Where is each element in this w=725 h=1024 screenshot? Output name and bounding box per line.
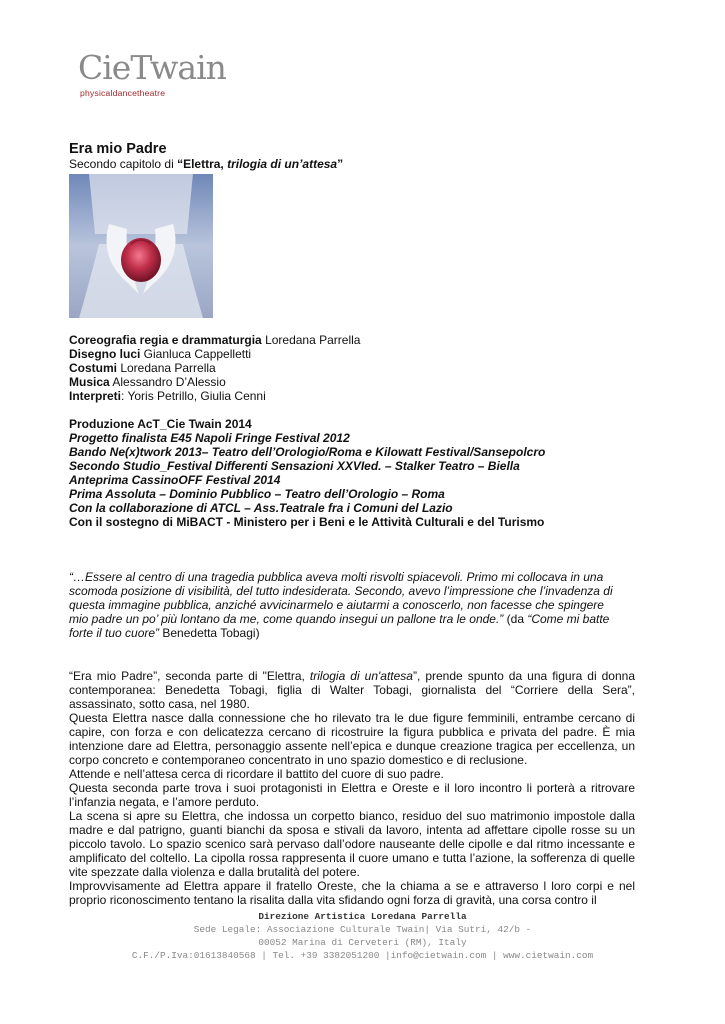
production-line: Anteprima CassinoOFF Festival 2014 bbox=[69, 473, 281, 487]
production-line: Bando Ne(x)twork 2013– Teatro dell’Orologio/Roma e Kilowatt Festival/Sansepolcro bbox=[69, 445, 546, 459]
production-line: Produzione AcT_Cie Twain 2014 bbox=[69, 417, 252, 431]
logo-tagline: physicaldancetheatre bbox=[80, 88, 166, 98]
production-line: Con il sostegno di MiBACT - Ministero per i Beni e le Attività Culturali e del Turismo bbox=[69, 515, 545, 529]
production-list bbox=[69, 417, 545, 529]
quote-block: “…Essere al centro di una tragedia pubblica aveva molti risvolti spiacevoli. Primo mi collocava in una scomoda posizione di visibilità, del tutto indesiderata. Secondo, avevo l’impressione che l’invadenza di questa immagine pubblica, anziché avvicinarmelo e aiutarmi a conoscerlo, non facesse che spingere mio padre un po’ più lontano da me, come quando insegui un pallone tra le onde.” (da “Come mi batte forte il tuo cuore” Benedetta Tobagi) bbox=[69, 570, 613, 640]
credit-choreography: Coreografia regia e drammaturgia Loredana Parrella bbox=[69, 333, 361, 347]
body-paragraph: La scena si apre su Elettra, che indossa un corpetto bianco, residuo del suo matrimonio impostole dalla madre e dal patrigno, guanti bianchi da sposa e stivali da lavoro, intenta ad affettare cipolle rosse su un piccolo tavolo. Lo spazio scenico sarà pervaso dall’odore nauseante delle cipolle e dal ritmo incessante e amplificato del coltello. La cipolla rossa rappresenta il cuore umano e tutta l’azione, la sofferenza di quelle vite spezzate dalla violenza e dalla brutalità del potere. bbox=[69, 809, 635, 879]
production-line: Progetto finalista E45 Napoli Fringe Festival 2012 bbox=[69, 431, 350, 445]
hero-photo bbox=[69, 174, 213, 318]
logo-wordmark: CieTwain bbox=[78, 48, 226, 87]
credit-music: Musica Alessandro D’Alessio bbox=[69, 375, 226, 389]
body-paragraph: Attende e nell’attesa cerca di ricordare il battito del cuore di suo padre. bbox=[69, 767, 444, 781]
body-paragraph: Questa seconda parte trova i suoi protagonisti in Elettra e Oreste e il loro incontro li porterà a ritrovare l’infanzia negata, e l’amore perduto. bbox=[69, 781, 635, 809]
footer-contacts: C.F./P.Iva:01613840568 | Tel. +39 3382051200 |info@cietwain.com | www.cietwain.com bbox=[131, 950, 594, 961]
body-paragraph: Questa Elettra nasce dalla connessione che ho rilevato tra le due figure femminili, entrambe cercano di capire, con forza e con delicatezza cercano di ricostruire la figura pubblica e privata del padre. È mia intenzione dare ad Elettra, personaggio assente nell’epica e dunque creazione tragica per eccellenza, un corpo concreto e contemporaneo concentrato in uno spazio domestico e di reclusione. bbox=[69, 711, 635, 767]
footer-address: Sede Legale: Associazione Culturale Twain| Via Sutri, 42/b - bbox=[193, 924, 532, 935]
company-logo bbox=[78, 48, 226, 108]
body-paragraph: “Era mio Padre”, seconda parte di "Elettra, trilogia di un'attesa”, prende spunto da una figura di donna contemporanea: Benedetta Tobagi, figlia di Walter Tobagi, giornalista del “Corriere della Sera”, assassinato, sotto casa, nel 1980. bbox=[69, 669, 636, 711]
production-line: Con la collaborazione di ATCL – Ass.Teatrale fra i Comuni del Lazio bbox=[69, 501, 453, 515]
credits-list bbox=[69, 333, 360, 403]
page-title: Era mio Padre bbox=[69, 141, 167, 157]
page-subtitle: Secondo capitolo di “Elettra, trilogia di un’attesa” bbox=[69, 157, 344, 171]
body-paragraph: Improvvisamente ad Elettra appare il fratello Oreste, che la chiama a se e attraverso l loro corpi e nel proprio riconoscimento tentano la risalita dalla vita sfidando ogni forza di gravità, una corsa contro il bbox=[69, 879, 635, 907]
production-line: Prima Assoluta – Dominio Pubblico – Teatro dell’Orologio – Roma bbox=[69, 487, 445, 501]
footer-direction: Direzione Artistica Loredana Parrella bbox=[258, 911, 467, 922]
footer bbox=[0, 910, 725, 962]
credit-costumes: Costumi Loredana Parrella bbox=[69, 361, 216, 375]
production-line: Secondo Studio_Festival Differenti Sensazioni XXVIed. – Stalker Teatro – Biella bbox=[69, 459, 520, 473]
body-text bbox=[69, 669, 635, 907]
credit-lighting: Disegno luci Gianluca Cappelletti bbox=[69, 347, 252, 361]
credit-performers: Interpreti: Yoris Petrillo, Giulia Cenni bbox=[69, 389, 266, 403]
footer-address-city: 00052 Marina di Cerveteri (RM), Italy bbox=[258, 937, 467, 948]
